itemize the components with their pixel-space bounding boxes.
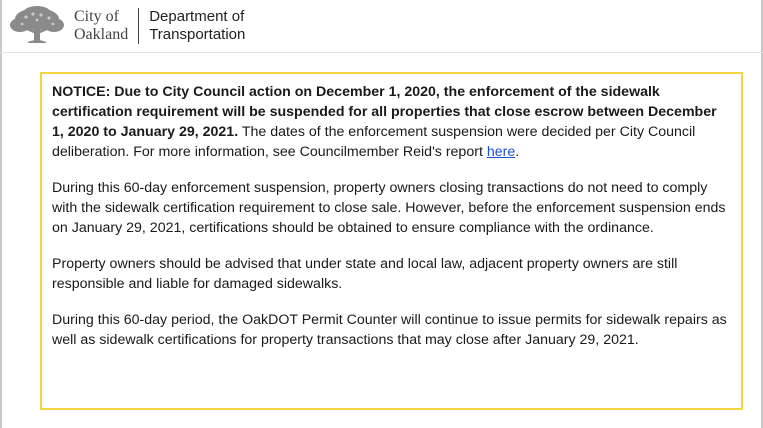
page-edge-left xyxy=(0,0,2,428)
oak-tree-icon[interactable] xyxy=(8,5,66,47)
city-name-line1: City of xyxy=(74,8,119,25)
notice-headline: NOTICE: Due to City Council action on December 1, 2020, the enforcement of the sidewalk certification requirement will be suspended for all properties that close escrow between December 1, 2020 to January 29, 2021. xyxy=(52,84,717,140)
notice-paragraph-1-text: The dates of the enforcement suspension were decided per City Council deliberation. For more information, see Councilmember Reid's report xyxy=(52,124,696,160)
city-name xyxy=(74,8,128,44)
notice-paragraph-3: Property owners should be advised that under state and local law, adjacent property owners are still responsible and liable for damaged sidewalks. xyxy=(52,256,678,292)
department-name-line2: Transportation xyxy=(149,26,246,43)
notice-paragraph-4: During this 60-day period, the OakDOT Permit Counter will continue to issue permits for sidewalk repairs as well as sidewalk certifications for property transactions that may close after January 29, 2021. xyxy=(52,312,727,348)
header-divider xyxy=(138,8,139,44)
report-link[interactable]: here xyxy=(486,144,516,160)
header-rule xyxy=(0,52,763,53)
department-name xyxy=(149,8,245,44)
city-name-line2: Oakland xyxy=(74,26,129,43)
notice-paragraph-2: During this 60-day enforcement suspension, property owners closing transactions do not need to comply with the sidewalk certification requirement to close sale. However, before the enforcement suspension ends on January 29, 2021, certifications should be obtained to ensure compliance with the ordinance. xyxy=(52,180,726,236)
notice-box xyxy=(40,72,743,410)
notice-paragraph-1 xyxy=(52,82,731,162)
site-header xyxy=(8,4,245,48)
notice-paragraph-1-end: . xyxy=(515,144,520,160)
department-name-line1: Department of xyxy=(149,8,245,25)
